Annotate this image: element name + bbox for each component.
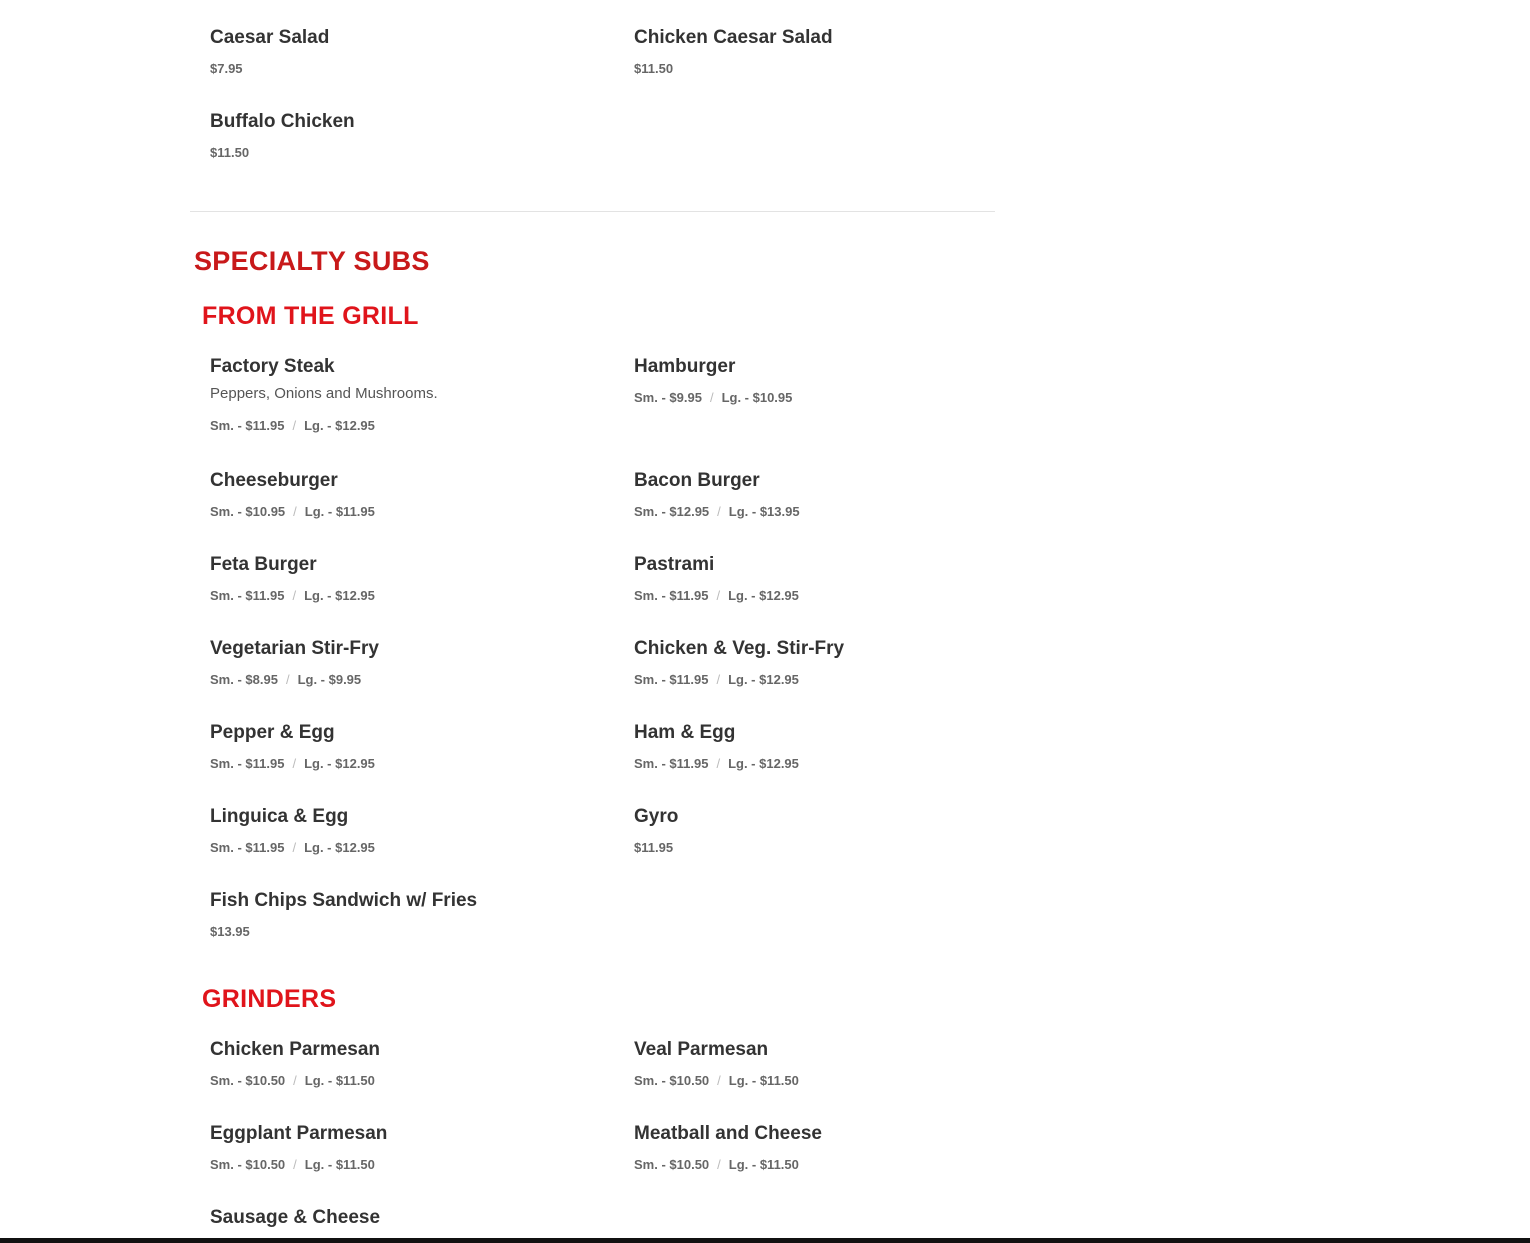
item-price bbox=[210, 672, 610, 688]
price-small: Sm. - $12.95 bbox=[634, 504, 710, 519]
price-separator: / bbox=[716, 756, 721, 771]
price-small: Sm. - $11.95 bbox=[634, 756, 709, 771]
item-price: $11.50 bbox=[634, 61, 674, 76]
price-separator: / bbox=[293, 1157, 297, 1172]
viewport-bottom-edge bbox=[0, 1238, 1530, 1243]
menu-item bbox=[634, 356, 1034, 406]
price-small: Sm. - $10.95 bbox=[210, 504, 286, 519]
item-name: Fish Chips Sandwich w/ Fries bbox=[210, 890, 478, 911]
item-name: Pastrami bbox=[634, 554, 715, 575]
item-price bbox=[634, 756, 1034, 772]
price-separator: / bbox=[292, 840, 297, 855]
price-small: Sm. - $11.95 bbox=[210, 418, 285, 433]
price-separator: / bbox=[717, 1157, 721, 1172]
price-separator: / bbox=[716, 588, 721, 603]
item-price bbox=[210, 1157, 610, 1173]
price-separator: / bbox=[292, 418, 297, 433]
item-price bbox=[210, 1073, 610, 1089]
item-name: Linguica & Egg bbox=[210, 806, 349, 827]
item-price bbox=[210, 756, 610, 772]
price-separator: / bbox=[292, 756, 297, 771]
item-name: Cheeseburger bbox=[210, 470, 338, 491]
item-name: Pepper & Egg bbox=[210, 722, 335, 743]
menu-item bbox=[210, 1039, 610, 1089]
menu-item bbox=[210, 356, 610, 434]
price-large: Lg. - $9.95 bbox=[297, 672, 362, 687]
menu-item bbox=[634, 806, 1034, 856]
price-small: Sm. - $11.95 bbox=[210, 588, 285, 603]
item-price bbox=[210, 504, 610, 520]
price-small: Sm. - $10.50 bbox=[210, 1073, 286, 1088]
price-large: Lg. - $11.50 bbox=[728, 1157, 799, 1172]
item-name: Hamburger bbox=[634, 356, 736, 377]
price-small: Sm. - $11.95 bbox=[634, 672, 709, 687]
menu-item bbox=[210, 470, 610, 520]
price-separator: / bbox=[293, 1073, 297, 1088]
price-small: Sm. - $10.50 bbox=[210, 1157, 286, 1172]
price-separator: / bbox=[709, 390, 714, 405]
item-price bbox=[634, 1157, 1034, 1173]
item-name: Eggplant Parmesan bbox=[210, 1123, 388, 1144]
menu-title: SPECIALTY SUBS bbox=[194, 246, 430, 276]
item-price bbox=[634, 1073, 1034, 1089]
menu-item bbox=[210, 111, 610, 161]
price-separator: / bbox=[285, 672, 290, 687]
section-divider bbox=[190, 211, 995, 212]
menu-item bbox=[634, 722, 1034, 772]
item-name: Gyro bbox=[634, 806, 679, 827]
price-separator: / bbox=[293, 504, 297, 519]
price-large: Lg. - $12.95 bbox=[728, 588, 799, 603]
price-small: Sm. - $11.95 bbox=[210, 756, 285, 771]
menu-item bbox=[210, 806, 610, 856]
item-price: $13.95 bbox=[210, 924, 250, 939]
menu-item bbox=[634, 1039, 1034, 1089]
item-price bbox=[210, 418, 610, 434]
price-large: Lg. - $11.95 bbox=[304, 504, 375, 519]
menu-item bbox=[210, 722, 610, 772]
item-name: Caesar Salad bbox=[210, 27, 330, 48]
price-large: Lg. - $13.95 bbox=[728, 504, 800, 519]
price-small: Sm. - $11.95 bbox=[210, 840, 285, 855]
item-name: Ham & Egg bbox=[634, 722, 736, 743]
section-title-grill: FROM THE GRILL bbox=[202, 302, 419, 330]
item-name: Chicken Parmesan bbox=[210, 1039, 381, 1060]
item-name: Chicken Caesar Salad bbox=[634, 27, 833, 48]
item-price: $11.95 bbox=[634, 840, 674, 855]
price-large: Lg. - $11.50 bbox=[728, 1073, 799, 1088]
item-name: Factory Steak bbox=[210, 356, 335, 377]
menu-item bbox=[634, 554, 1034, 604]
menu-item bbox=[634, 470, 1034, 520]
price-large: Lg. - $12.95 bbox=[304, 756, 375, 771]
menu-item bbox=[634, 1123, 1034, 1173]
price-separator: / bbox=[292, 588, 297, 603]
price-large: Lg. - $11.50 bbox=[304, 1157, 375, 1172]
menu-item bbox=[210, 1123, 610, 1173]
price-large: Lg. - $10.95 bbox=[721, 390, 793, 405]
price-small: Sm. - $11.95 bbox=[634, 588, 709, 603]
menu-item bbox=[634, 638, 1034, 688]
price-large: Lg. - $12.95 bbox=[728, 672, 799, 687]
menu-item bbox=[210, 1207, 610, 1229]
section-title-grinders: GRINDERS bbox=[202, 985, 337, 1013]
item-name: Bacon Burger bbox=[634, 470, 760, 491]
item-price bbox=[634, 672, 1034, 688]
menu-item bbox=[210, 554, 610, 604]
item-price bbox=[634, 504, 1034, 520]
menu-item bbox=[210, 890, 610, 940]
item-price bbox=[634, 390, 1034, 406]
item-price: $11.50 bbox=[210, 145, 250, 160]
item-description: Peppers, Onions and Mushrooms. bbox=[210, 385, 438, 402]
price-large: Lg. - $12.95 bbox=[728, 756, 799, 771]
menu-item bbox=[210, 638, 610, 688]
item-price: $7.95 bbox=[210, 61, 243, 76]
price-small: Sm. - $9.95 bbox=[634, 390, 702, 405]
item-price bbox=[210, 588, 610, 604]
price-separator: / bbox=[717, 1073, 721, 1088]
item-name: Veal Parmesan bbox=[634, 1039, 769, 1060]
price-large: Lg. - $12.95 bbox=[304, 418, 375, 433]
price-large: Lg. - $11.50 bbox=[304, 1073, 375, 1088]
price-separator: / bbox=[716, 672, 721, 687]
price-small: Sm. - $10.50 bbox=[634, 1157, 710, 1172]
menu-item bbox=[634, 27, 1034, 77]
item-name: Vegetarian Stir-Fry bbox=[210, 638, 379, 659]
price-separator: / bbox=[717, 504, 721, 519]
item-price bbox=[634, 588, 1034, 604]
price-large: Lg. - $12.95 bbox=[304, 840, 375, 855]
price-small: Sm. - $8.95 bbox=[210, 672, 278, 687]
menu-item bbox=[210, 27, 610, 77]
item-name: Chicken & Veg. Stir-Fry bbox=[634, 638, 845, 659]
item-name: Feta Burger bbox=[210, 554, 317, 575]
item-name: Buffalo Chicken bbox=[210, 111, 355, 132]
price-large: Lg. - $12.95 bbox=[304, 588, 375, 603]
price-small: Sm. - $10.50 bbox=[634, 1073, 710, 1088]
item-name: Sausage & Cheese bbox=[210, 1207, 381, 1228]
item-price bbox=[210, 840, 610, 856]
item-name: Meatball and Cheese bbox=[634, 1123, 822, 1144]
